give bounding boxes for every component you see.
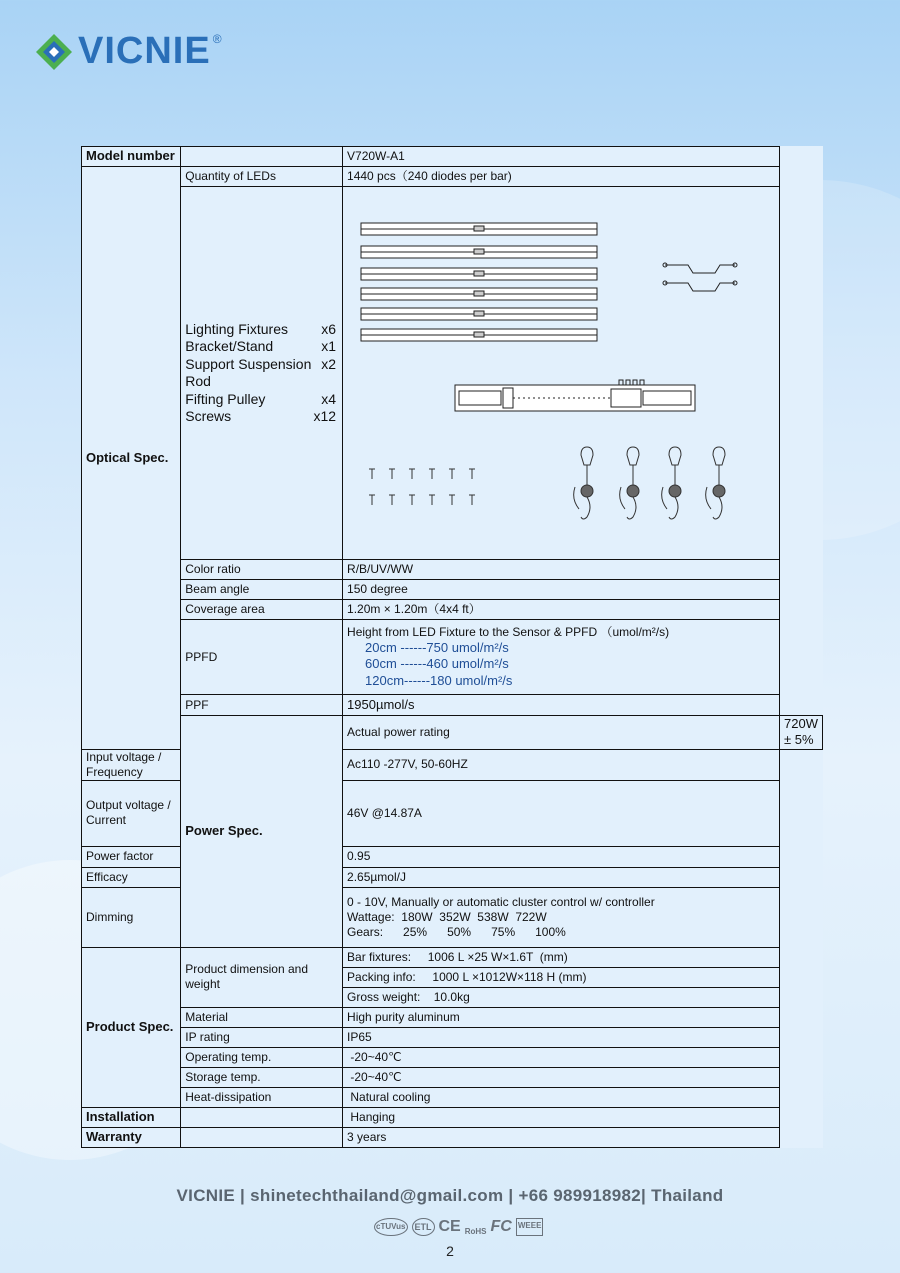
material-value: High purity aluminum xyxy=(343,1007,780,1027)
input-voltage-label: Input voltage / Frequency xyxy=(82,749,181,780)
fixtures-list xyxy=(181,187,343,560)
ppfd-row: 60cm ------460 umol/m²/s xyxy=(365,656,509,672)
color-ratio-value: R/B/UV/WW xyxy=(343,560,780,580)
fixtures-illustration-cell xyxy=(343,187,780,560)
table-row xyxy=(82,147,823,167)
output-voltage-value: 46V @14.87A xyxy=(343,780,780,846)
quantity-value: 1440 pcs（240 diodes per bar) xyxy=(343,167,780,187)
table-row xyxy=(82,167,823,187)
table-row xyxy=(82,600,823,620)
table-row xyxy=(82,695,823,716)
warranty-label: Warranty xyxy=(82,1127,181,1147)
beam-angle-value: 150 degree xyxy=(343,580,780,600)
actual-power-value: 720W ± 5% xyxy=(780,716,823,750)
material-label: Material xyxy=(181,1007,343,1027)
table-row xyxy=(82,947,823,967)
empty-cell xyxy=(181,1127,343,1147)
gross-weight-value: Gross weight: 10.0kg xyxy=(343,987,780,1007)
actual-power-label: Actual power rating xyxy=(343,716,780,750)
dimming-values: 0 - 10V, Manually or automatic cluster control w/ controller Wattage: 180W 352W 538W 722W Gears: 25% 50% 75% 100% xyxy=(343,887,780,947)
pulley-icon xyxy=(574,447,725,519)
list-item: Bracket/Stand x1 xyxy=(185,338,337,354)
fixtures-illustration xyxy=(343,187,779,555)
table-row xyxy=(82,1107,823,1127)
efficacy-value: 2.65µmol/J xyxy=(343,867,780,887)
warranty-value: 3 years xyxy=(343,1127,780,1147)
empty-cell xyxy=(181,147,343,167)
table-row xyxy=(82,1087,823,1107)
installation-value: Hanging xyxy=(343,1107,780,1127)
optical-spec-title: Optical Spec. xyxy=(82,167,181,750)
table-row xyxy=(82,187,823,560)
ppfd-values xyxy=(343,620,780,695)
power-factor-label: Power factor xyxy=(82,846,181,867)
list-item: Screws x12 xyxy=(185,408,337,424)
cert-icons xyxy=(374,1218,543,1236)
operating-temp-label: Operating temp. xyxy=(181,1047,343,1067)
cert-fc-icon: FC xyxy=(490,1218,512,1235)
operating-temp-value: -20~40℃ xyxy=(343,1047,780,1067)
brand-name: VICNIE xyxy=(78,30,211,72)
output-voltage-label: Output voltage / Current xyxy=(82,780,181,846)
color-ratio-label: Color ratio xyxy=(181,560,343,580)
cert-ce-icon: CE xyxy=(438,1218,461,1235)
installation-label: Installation xyxy=(82,1107,181,1127)
bar-fixtures-value: Bar fixtures: 1006 L ×25 W×1.6T (mm) xyxy=(343,947,780,967)
brand-logo xyxy=(34,30,222,73)
ip-rating-label: IP rating xyxy=(181,1027,343,1047)
suspension-rod-icon xyxy=(663,263,737,291)
power-factor-value: 0.95 xyxy=(343,846,780,867)
storage-temp-value: -20~40℃ xyxy=(343,1067,780,1087)
ppf-label: PPF xyxy=(181,695,343,716)
ppfd-row: 120cm------180 umol/m²/s xyxy=(365,672,513,688)
quantity-label: Quantity of LEDs xyxy=(181,167,343,187)
efficacy-label: Efficacy xyxy=(82,867,181,887)
list-item: Fifting Pulley x4 xyxy=(185,390,337,407)
ppfd-row: 20cm ------750 umol/m²/s xyxy=(365,640,509,656)
table-row xyxy=(82,560,823,580)
table-row xyxy=(82,1127,823,1147)
bracket-stand-icon xyxy=(455,380,695,411)
dimming-label: Dimming xyxy=(82,887,181,947)
ppf-value: 1950µmol/s xyxy=(343,695,780,716)
table-row xyxy=(82,1007,823,1027)
ppfd-header: Height from LED Fixture to the Sensor & PPFD （umol/m²/s) xyxy=(347,625,670,640)
list-item: Lighting Fixtures x6 xyxy=(185,320,337,337)
model-value: V720W-A1 xyxy=(343,147,780,167)
coverage-label: Coverage area xyxy=(181,600,343,620)
cert-etl-icon: ETL xyxy=(412,1218,435,1236)
spec-table xyxy=(81,146,823,1148)
list-item: Support Suspension Rod x2 xyxy=(185,355,337,389)
heat-dissipation-value: Natural cooling xyxy=(343,1087,780,1107)
table-row xyxy=(82,716,823,750)
empty-cell xyxy=(181,1107,343,1127)
table-row xyxy=(82,580,823,600)
heat-dissipation-label: Heat-dissipation xyxy=(181,1087,343,1107)
input-voltage-value: Ac110 -277V, 50-60HZ xyxy=(343,749,780,780)
model-label: Model number xyxy=(82,147,181,167)
power-spec-title: Power Spec. xyxy=(181,716,343,948)
table-row xyxy=(82,1047,823,1067)
vicnie-logo-icon xyxy=(34,32,74,72)
screws-icon xyxy=(369,469,475,505)
table-row xyxy=(82,1067,823,1087)
storage-temp-label: Storage temp. xyxy=(181,1067,343,1087)
light-bars-icon xyxy=(361,223,597,341)
registered-mark: ® xyxy=(212,32,222,46)
beam-angle-label: Beam angle xyxy=(181,580,343,600)
product-spec-title: Product Spec. xyxy=(82,947,181,1107)
cert-rohs-icon: RoHS xyxy=(464,1227,487,1236)
cert-tuv-icon: cTUVus xyxy=(374,1218,408,1236)
table-row xyxy=(82,1027,823,1047)
packing-info-value: Packing info: 1000 L ×1012W×118 H (mm) xyxy=(343,967,780,987)
dimension-label: Product dimension and weight xyxy=(181,947,343,1007)
ppfd-label: PPFD xyxy=(181,620,343,695)
table-row xyxy=(82,620,823,695)
cert-weee-icon: WEEE xyxy=(516,1218,544,1236)
page-number: 2 xyxy=(446,1243,454,1259)
footer-contact: VICNIE | shinetechthailand@gmail.com | +66 989918982| Thailand xyxy=(176,1186,724,1205)
coverage-value: 1.20m × 1.20m（4x4 ft） xyxy=(343,600,780,620)
ip-rating-value: IP65 xyxy=(343,1027,780,1047)
